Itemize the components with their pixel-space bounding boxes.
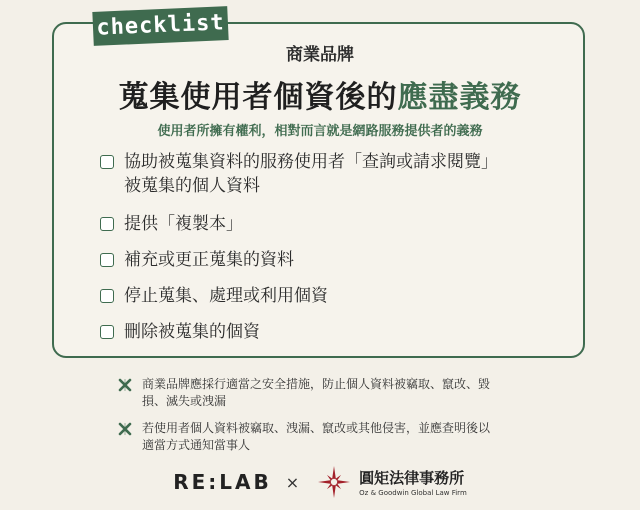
headline bbox=[0, 72, 640, 116]
subtitle: 使用者所擁有權利，相對而言就是網路服務提供者的義務 bbox=[157, 124, 483, 139]
checklist-item-text: 提供「複製本」 bbox=[124, 214, 243, 234]
partner-logo bbox=[317, 465, 467, 499]
checklist bbox=[100, 150, 570, 344]
times-sign: × bbox=[285, 472, 300, 492]
note-line: 商業品牌應採行適當之安全措施，防止個人資料被竊取、竄改、毀 bbox=[142, 377, 491, 391]
relab-logo: RE:LAB bbox=[173, 470, 272, 494]
checklist-item-line: 協助被蒐集資料的服務使用者「查詢或請求閱覽」 bbox=[124, 152, 498, 172]
note-text bbox=[142, 420, 490, 454]
checkbox[interactable] bbox=[100, 217, 114, 231]
note-item bbox=[118, 376, 538, 410]
note-text bbox=[142, 376, 490, 410]
star-logo-icon bbox=[317, 465, 351, 499]
checklist-item-line: 被蒐集的個人資料 bbox=[124, 176, 260, 196]
headline-accent: 應盡義務 bbox=[397, 80, 522, 115]
kicker: 商業品牌 bbox=[286, 45, 354, 65]
checklist-item-text: 刪除被蒐集的個資 bbox=[124, 322, 260, 342]
checklist-item-text bbox=[124, 150, 498, 198]
checklist-item bbox=[100, 320, 570, 344]
partner-english-name: Oz & Goodwin Global Law Firm bbox=[359, 489, 467, 497]
headline-main: 蒐集使用者個資後的 bbox=[118, 80, 398, 115]
cross-icon bbox=[118, 378, 132, 392]
checklist-tag: checklist bbox=[92, 6, 228, 46]
note-line: 損、滅失或洩漏 bbox=[142, 394, 227, 408]
partner-name: 圓矩法律事務所 bbox=[359, 469, 465, 487]
note-item bbox=[118, 420, 538, 454]
checklist-item bbox=[100, 212, 570, 236]
checkbox[interactable] bbox=[100, 289, 114, 303]
checklist-item bbox=[100, 284, 570, 308]
note-line: 適當方式通知當事人 bbox=[142, 438, 251, 452]
checkbox[interactable] bbox=[100, 325, 114, 339]
notes bbox=[118, 376, 538, 454]
checklist-item-text: 補充或更正蒐集的資料 bbox=[124, 250, 294, 270]
checklist-item bbox=[100, 150, 570, 198]
partner-text bbox=[359, 467, 467, 497]
checklist-item-text: 停止蒐集、處理或利用個資 bbox=[124, 286, 328, 306]
cross-icon bbox=[118, 422, 132, 436]
checkbox[interactable] bbox=[100, 155, 114, 169]
note-line: 若使用者個人資料被竊取、洩漏、竄改或其他侵害，並應查明後以 bbox=[142, 421, 491, 435]
checkbox[interactable] bbox=[100, 253, 114, 267]
checklist-item bbox=[100, 248, 570, 272]
footer bbox=[0, 462, 640, 502]
